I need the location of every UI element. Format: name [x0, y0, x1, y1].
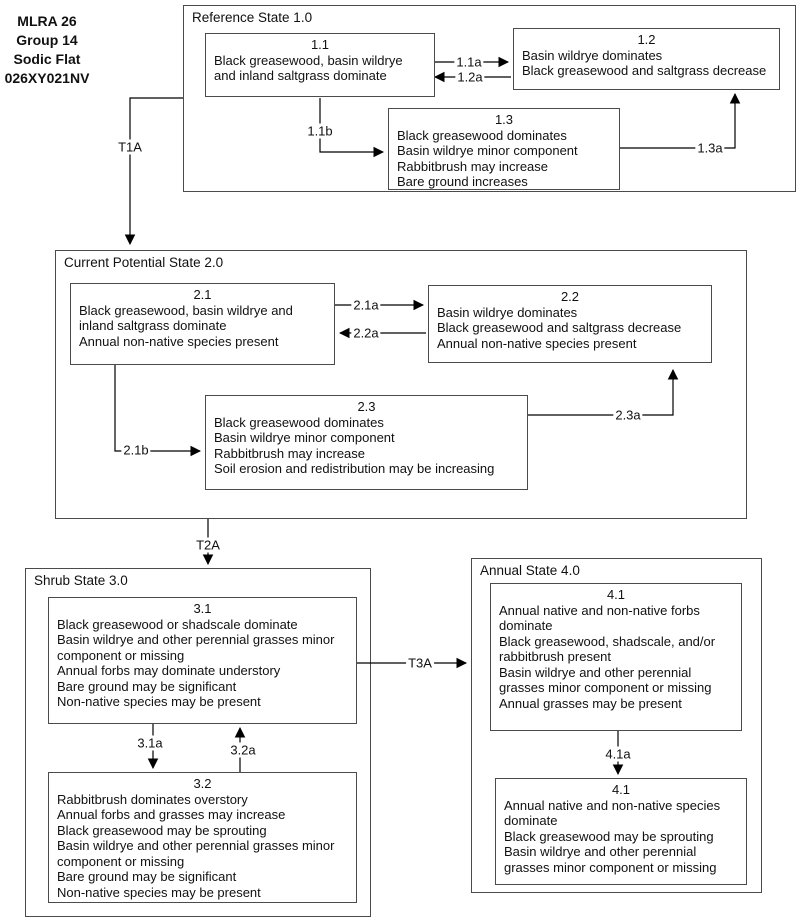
transition-T1A-arrow — [130, 98, 183, 244]
shrub-state-title: Shrub State 3.0 — [34, 573, 128, 588]
community-line: Black greasewood and saltgrass decrease — [522, 63, 767, 78]
pathway-1.3a-label: 1.3a — [697, 140, 723, 156]
current-potential-state-title: Current Potential State 2.0 — [64, 255, 224, 270]
community-number: 3.2 — [193, 776, 212, 791]
community-box-1-1 — [205, 33, 435, 97]
community-line: Bare ground may be significant — [57, 678, 237, 694]
pathway-4.1a-label: 4.1a — [605, 746, 631, 762]
community-line: Black greasewood dominates — [214, 414, 384, 430]
transition-T2A-label: T2A — [196, 537, 220, 553]
community-line: Rabbitbrush may increase — [214, 445, 366, 461]
community-line: Basin wildrye and other perennial grasses minor component or missing — [504, 844, 717, 875]
community-box-2-3 — [205, 395, 528, 490]
community-line: Rabbitbrush dominates overstory — [57, 791, 248, 807]
community-line: Black greasewood, basin wildrye and inland saltgrass dominate — [79, 302, 293, 333]
pathway-3.1a-label: 3.1a — [137, 735, 163, 751]
site-mlra: MLRA 26 — [17, 13, 77, 29]
community-line: Basin wildrye minor component — [214, 430, 395, 445]
site-identifier — [0, 12, 94, 88]
community-line: Black greasewood may be sprouting — [504, 828, 714, 844]
community-line: Basin wildrye dominates — [437, 304, 578, 320]
community-number: 2.1 — [193, 287, 212, 302]
community-line: Annual non-native species present — [79, 333, 279, 349]
community-line: Basin wildrye and other perennial grasses minor component or missing — [499, 664, 712, 695]
community-line: Annual native and non-native species dominate — [504, 797, 721, 828]
community-number: 4.1 — [606, 587, 626, 602]
transition-T3A-label: T3A — [408, 655, 432, 671]
community-line: Annual grasses may be present — [499, 695, 682, 711]
pathway-1.1b-label: 1.1b — [307, 123, 333, 139]
pathway-1.2a-label: 1.2a — [457, 69, 483, 85]
site-name: Sodic Flat — [13, 51, 81, 67]
community-box-3-1 — [48, 597, 357, 724]
community-line: Black greasewood dominates — [397, 127, 567, 143]
community-line: Basin wildrye and other perennial grasses minor component or missing — [57, 838, 335, 869]
community-box-2-1 — [70, 283, 335, 365]
community-line: Basin wildrye and other perennial grasses minor component or missing — [57, 632, 335, 663]
community-line: Rabbitbrush may increase — [397, 158, 549, 174]
community-line: Black greasewood, basin wildrye and inland saltgrass dominate — [214, 52, 403, 83]
community-line: Black greasewood may be sprouting — [57, 822, 267, 838]
community-line: Black greasewood and saltgrass decrease — [437, 320, 682, 335]
community-line: Annual native and non-native forbs dominate — [499, 602, 700, 633]
pathway-3.2a-label: 3.2a — [230, 742, 256, 758]
community-line: Bare ground may be significant — [57, 869, 237, 884]
community-number: 1.2 — [637, 32, 656, 47]
community-line: Non-native species may be present — [57, 884, 261, 900]
community-box-2-2 — [428, 285, 712, 363]
community-box-1-3 — [388, 108, 620, 190]
community-number: 1.3 — [494, 112, 514, 127]
community-number: 3.1 — [193, 601, 212, 616]
reference-state-title: Reference State 1.0 — [192, 10, 313, 25]
community-line: Black greasewood or shadscale dominate — [57, 616, 298, 632]
community-box-1-2 — [513, 28, 780, 90]
pathway-2.1a-label: 2.1a — [353, 297, 379, 313]
community-line: Basin wildrye minor component — [397, 143, 578, 158]
community-line: Annual non-native species present — [437, 335, 637, 351]
community-line: Non-native species may be present — [57, 694, 261, 709]
community-line: Bare ground increases — [397, 174, 528, 189]
community-number: 4.1 — [611, 782, 631, 797]
pathway-2.1b-label: 2.1b — [123, 442, 149, 458]
pathway-2.3a-label: 2.3a — [615, 407, 641, 423]
community-line: Soil erosion and redistribution may be increasing — [214, 461, 495, 476]
site-group: Group 14 — [16, 32, 78, 48]
community-box-4-1-lower — [495, 778, 747, 885]
pathway-2.2a-label: 2.2a — [353, 325, 379, 341]
community-box-4-1-upper — [490, 583, 742, 731]
site-code: 026XY021NV — [4, 70, 90, 86]
community-line: Black greasewood, shadscale, and/or rabbitbrush present — [499, 633, 716, 664]
community-line: Annual forbs and grasses may increase — [57, 807, 286, 822]
annual-state-title: Annual State 4.0 — [480, 563, 580, 578]
community-box-3-2 — [48, 772, 357, 903]
community-line: Annual forbs may dominate understory — [57, 663, 281, 678]
transition-T1A-label: T1A — [118, 139, 142, 155]
pathway-1.1a-label: 1.1a — [456, 54, 482, 70]
community-number: 1.1 — [310, 37, 330, 52]
community-number: 2.2 — [560, 289, 580, 304]
community-line: Basin wildrye dominates — [522, 47, 663, 63]
community-number: 2.3 — [357, 399, 376, 414]
